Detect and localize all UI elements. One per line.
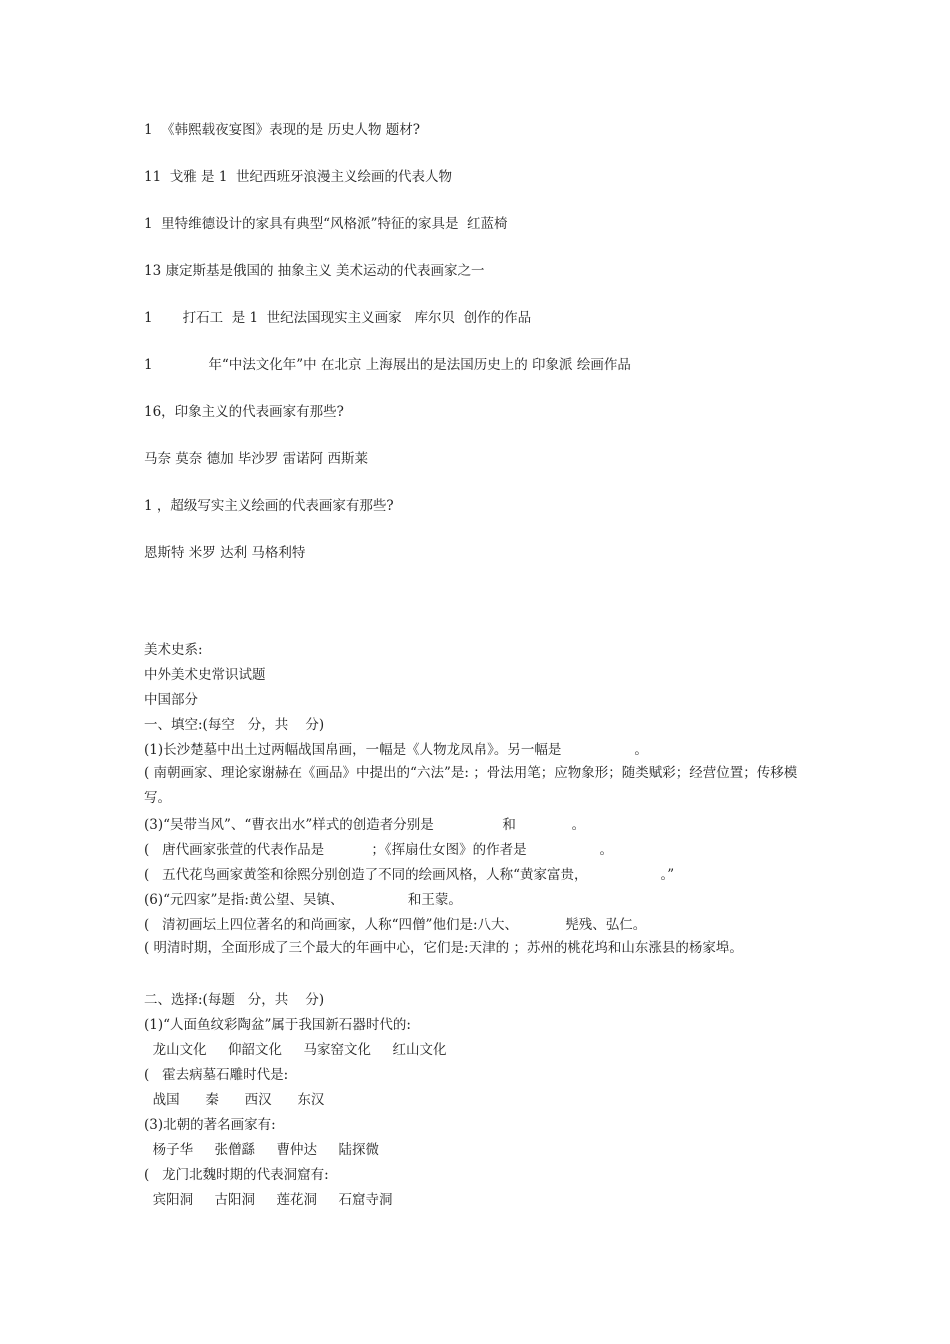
fill-blank-item: ( 清初画坛上四位著名的和尚画家，人称“四僧”他们是:八大、 髡残、弘仁。 <box>144 917 647 933</box>
choice-options: 宾阳洞 古阳洞 莲花洞 石窟寺洞 <box>144 1192 393 1208</box>
question-line: 16，印象主义的代表画家有那些? <box>144 404 344 420</box>
answer-line: 马奈 莫奈 德加 毕沙罗 雷诺阿 西斯莱 <box>144 451 368 467</box>
choice-heading: 二、选择:(每题 分，共 分) <box>144 992 325 1008</box>
fill-blank-item: (1)长沙楚墓中出土过两幅战国帛画，一幅是《人物龙凤帛》。另一幅是 。 <box>144 742 648 758</box>
fill-blank-item: ( 唐代画家张萱的代表作品是 ；《挥扇仕女图》的作者是 。 <box>144 842 614 858</box>
choice-options: 龙山文化 仰韶文化 马家窑文化 红山文化 <box>144 1042 447 1058</box>
fill-blank-heading: 一、填空:(每空 分，共 分) <box>144 717 325 733</box>
question-line: 1 年“中法文化年”中 在北京 上海展出的是法国历史上的 印象派 绘画作品 <box>144 357 631 373</box>
question-line: 11 戈雅 是 1 世纪西班牙浪漫主义绘画的代表人物 <box>144 169 453 185</box>
answer-line: 恩斯特 米罗 达利 马格利特 <box>144 545 306 561</box>
question-line: 1 ，超级写实主义绘画的代表画家有那些? <box>144 498 394 514</box>
exam-title: 中外美术史常识试题 <box>144 667 266 683</box>
question-line: 1 里特维德设计的家具有典型“风格派”特征的家具是 红蓝椅 <box>144 216 508 232</box>
choice-question: ( 霍去病墓石雕时代是: <box>144 1067 289 1083</box>
fill-blank-item: ( 五代花鸟画家黄筌和徐熙分别创造了不同的绘画风格，人称“黄家富贵， 。” <box>144 867 675 883</box>
question-line: 1 《韩熙载夜宴图》表现的是 历史人物 题材? <box>144 122 420 138</box>
department-label: 美术史系: <box>144 642 203 658</box>
fill-blank-item: (6)“元四家”是指:黄公望、吴镇、 和王蒙。 <box>144 892 462 908</box>
choice-options: 杨子华 张僧繇 曹仲达 陆探微 <box>144 1142 379 1158</box>
fill-blank-item: ( 明清时期，全面形成了三个最大的年画中心，它们是:天津的 ；苏州的桃花坞和山东涨县的杨家埠。 <box>144 940 743 956</box>
fill-blank-item: ( 南朝画家、理论家谢赫在《画品》中提出的“六法”是: ；骨法用笔；应物象形；随类赋彩；经营位置；传移模写。 <box>144 765 798 806</box>
question-line: 1 打石工 是 1 世纪法国现实主义画家 库尔贝 创作的作品 <box>144 310 532 326</box>
fill-blank-item: (3)“吴带当风”、“曹衣出水”样式的创造者分别是 和 。 <box>144 817 586 833</box>
choice-options: 战国 秦 西汉 东汉 <box>144 1092 325 1108</box>
choice-question: (1)“人面鱼纹彩陶盆”属于我国新石器时代的: <box>144 1017 411 1033</box>
question-line: 13 康定斯基是俄国的 抽象主义 美术运动的代表画家之一 <box>144 263 485 279</box>
choice-question: ( 龙门北魏时期的代表洞窟有: <box>144 1167 329 1183</box>
part-heading: 中国部分 <box>144 692 198 708</box>
choice-question: (3)北朝的著名画家有: <box>144 1117 276 1133</box>
